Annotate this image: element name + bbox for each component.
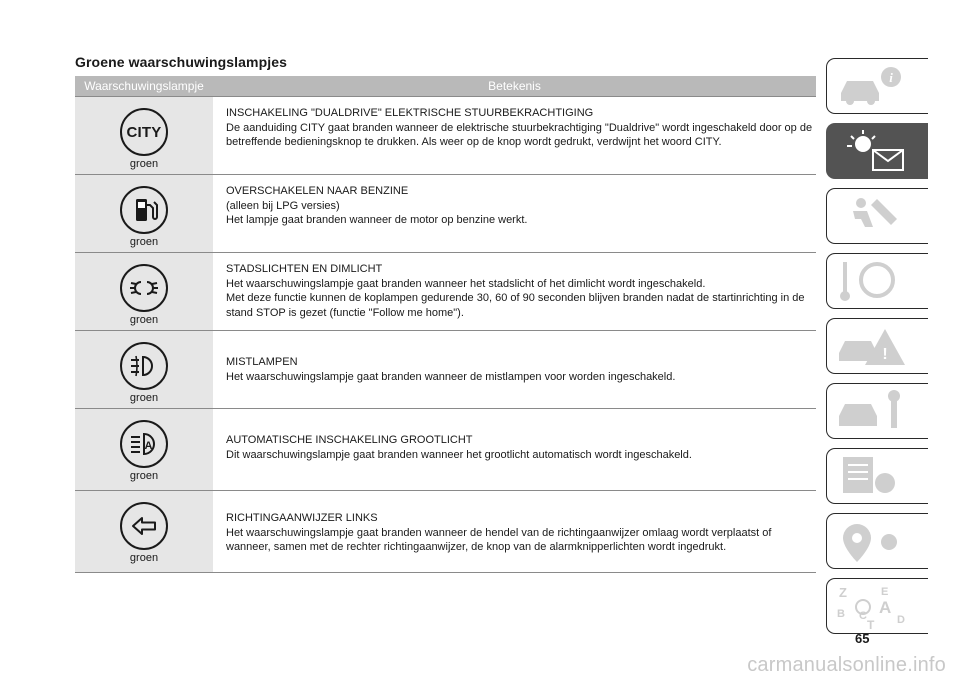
table-header <box>75 76 816 96</box>
index-letter: Z <box>839 585 847 600</box>
lamp-cell <box>75 491 213 572</box>
tab-multimedia[interactable] <box>826 513 928 569</box>
tab-warning-lights[interactable] <box>826 123 928 179</box>
meaning-text: De aanduiding CITY gaat branden wanneer de elektrische stuurbekrachtiging "Dualdrive" wordt ingeschakeld door op de betreffende bedieningsknop te drukken. Als weer op de knop wordt gedrukt, verdwijnt het woord CITY. <box>226 121 813 149</box>
table-row <box>75 331 816 409</box>
multimedia-icon <box>833 518 911 566</box>
lamp-cell <box>75 409 213 490</box>
table-row <box>75 97 816 175</box>
warning-lights-icon <box>833 128 911 176</box>
index-letter: D <box>897 614 905 626</box>
tab-safety[interactable] <box>826 188 928 244</box>
table-row <box>75 253 816 331</box>
meaning-heading: AUTOMATISCHE INSCHAKELING GROOTLICHT <box>226 434 473 446</box>
meaning-cell <box>213 409 816 490</box>
header-col-meaning: Betekenis <box>488 79 541 93</box>
index-letter: C <box>859 610 867 622</box>
tab-maintenance[interactable] <box>826 383 928 439</box>
svg-text:!: ! <box>882 346 888 363</box>
lamp-color: groen <box>129 392 159 404</box>
watermark: carmanualsonline.info <box>747 654 946 676</box>
table-row <box>75 491 816 573</box>
index-letter: A <box>879 598 892 617</box>
lamp-color: groen <box>129 314 159 326</box>
tab-starting[interactable] <box>826 253 928 309</box>
meaning-heading: INSCHAKELING "DUALDRIVE" ELEKTRISCHE STUURBEKRACHTIGING <box>226 107 594 119</box>
meaning-cell <box>213 253 816 330</box>
meaning-heading: STADSLICHTEN EN DIMLICHT <box>226 263 383 275</box>
meaning-text: Het lampje gaat branden wanneer de motor op benzine werkt. <box>226 214 528 227</box>
meaning-text: Met deze functie kunnen de koplampen gedurende 30, 60 of 90 seconden blijven branden nadat de startinrichting in de stand STOP is gezet (functie "Follow me home"). <box>226 292 805 319</box>
car-maintenance-icon <box>833 388 911 436</box>
header-col-lamp: Waarschuwingslampje <box>84 79 204 93</box>
svg-text:A: A <box>144 440 153 452</box>
tab-specifications[interactable] <box>826 448 928 504</box>
meaning-text: Het waarschuwingslampje gaat branden wanneer het stadslicht of het dimlicht wordt ingeschakeld. <box>226 277 706 290</box>
meaning-cell <box>213 97 816 174</box>
lamp-color: groen <box>129 236 159 248</box>
left-arrow-icon <box>120 502 168 550</box>
meaning-cell <box>213 331 816 408</box>
fuel-pump-icon <box>120 186 168 234</box>
page-title: Groene waarschuwingslampjes <box>75 54 287 70</box>
city-icon <box>120 108 168 156</box>
index-letter: E <box>881 586 889 598</box>
car-info-icon <box>833 63 911 111</box>
parking-lights-icon <box>120 264 168 312</box>
tab-emergency[interactable] <box>826 318 928 374</box>
steering-key-icon <box>833 258 911 306</box>
airbag-seat-icon <box>833 193 911 241</box>
tab-index[interactable] <box>826 578 928 634</box>
meaning-heading: OVERSCHAKELEN NAAR BENZINE <box>226 185 409 197</box>
page-number: 65 <box>855 631 870 646</box>
lamp-cell <box>75 253 213 330</box>
index-letter: T <box>867 618 875 631</box>
index-letter: B <box>837 608 845 620</box>
specifications-icon <box>833 453 911 501</box>
meaning-text: Het waarschuwingslampje gaat branden wanneer de hendel van de richtingaanwijzer omlaag wordt verplaatst of wanneer, samen met de rechter richtingaanwijzer, de knop van de alarmknipperlichten wordt ingedrukt. <box>226 526 772 554</box>
meaning-text: (alleen bij LPG versies) <box>226 199 340 212</box>
auto-high-beam-icon <box>120 420 168 468</box>
tab-car-info[interactable] <box>826 58 928 114</box>
meaning-heading: RICHTINGAANWIJZER LINKS <box>226 512 378 524</box>
meaning-text: Het waarschuwingslampje gaat branden wanneer de mistlampen voor worden ingeschakeld. <box>226 370 676 383</box>
city-icon-text: CITY <box>126 123 162 141</box>
lamp-cell <box>75 331 213 408</box>
fog-light-icon <box>120 342 168 390</box>
meaning-cell <box>213 175 816 252</box>
meaning-cell <box>213 491 816 572</box>
lamp-cell <box>75 175 213 252</box>
warning-lights-table <box>75 76 816 573</box>
meaning-text: Dit waarschuwingslampje gaat branden wanneer het grootlicht automatisch wordt ingeschakeld. <box>226 448 692 461</box>
lamp-color: groen <box>129 470 159 482</box>
index-icon <box>833 583 911 631</box>
lamp-color: groen <box>129 158 159 170</box>
meaning-heading: MISTLAMPEN <box>226 356 298 368</box>
svg-text:i: i <box>889 70 893 85</box>
lamp-color: groen <box>129 552 159 564</box>
table-row <box>75 409 816 491</box>
table-row <box>75 175 816 253</box>
breakdown-icon <box>833 323 911 371</box>
lamp-cell <box>75 97 213 174</box>
